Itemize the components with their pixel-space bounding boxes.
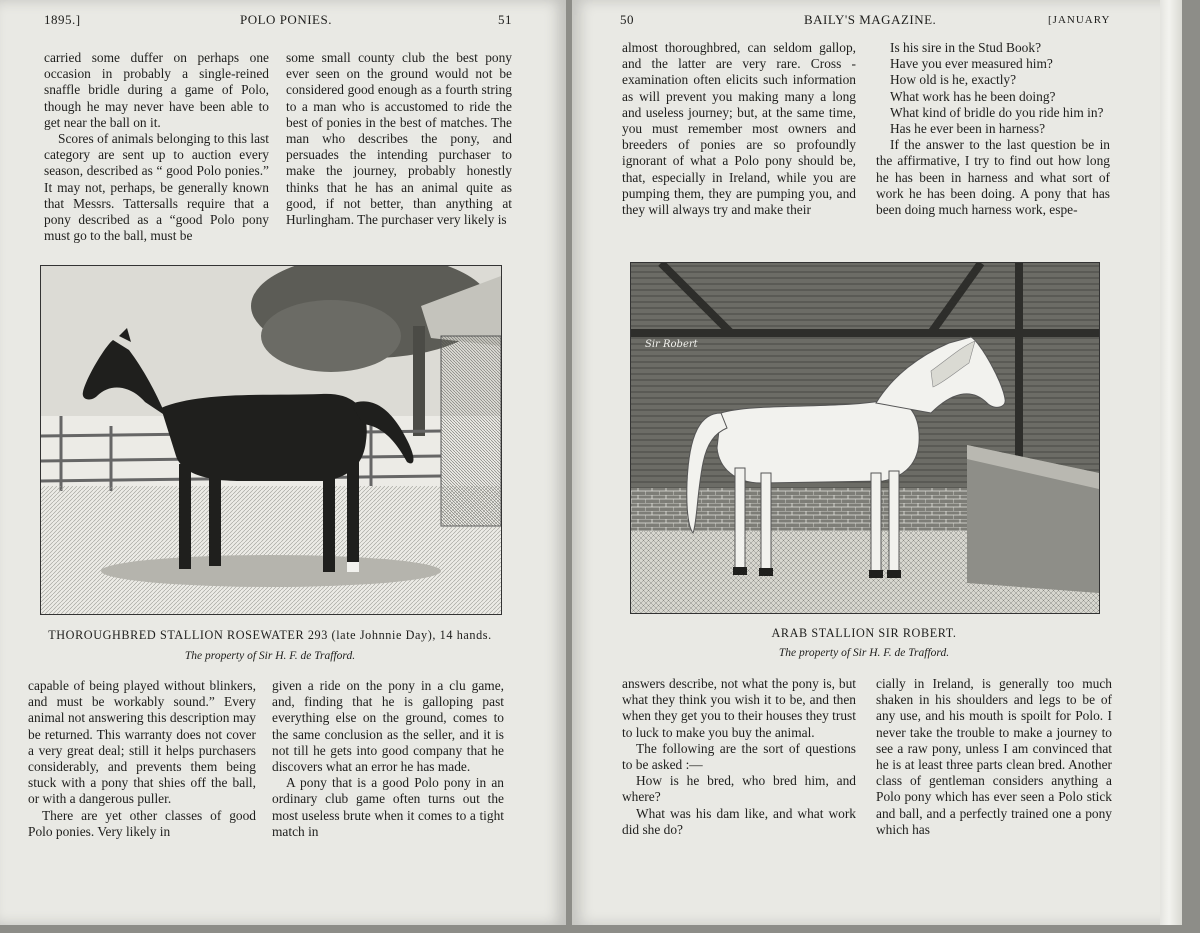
paragraph: Scores of animals belonging to this last category are sent up to auction every season, described as “ good Polo ponies.” It may not, perhaps, be generally known that Messrs. Tattersalls require that a pony described as a “good Polo pony must go to the ball, must be <box>44 131 269 244</box>
column-right-top <box>876 40 1110 218</box>
question: What kind of bridle do you ride him in? <box>890 104 1104 120</box>
paragraph: some small county club the best pony ever seen on the ground would not be considered good enough as a fourth string to a man who is accustomed to ride the best of ponies in the best of matches. The man who describes the pony, and persuades the intending purchaser to make the journey, probably honestly thinks that he has an animal quite as good, if not better, than anything at Hurlingham. The purchaser very likely is <box>286 50 512 228</box>
right-page <box>572 0 1178 925</box>
horse-engraving <box>631 263 1099 613</box>
header-month: [JANUARY <box>1048 14 1111 26</box>
column-right-bottom <box>876 676 1112 838</box>
paragraph: answers describe, not what the pony is, but what they think you wish it to be, and then when they get you to their houses they trust to luck to make you buy the animal. <box>622 676 856 740</box>
running-title: BAILY'S MAGAZINE. <box>804 12 937 27</box>
column-right-bottom <box>272 678 504 840</box>
paragraph: There are yet other classes of good Polo ponies. Very likely in <box>28 807 256 839</box>
paragraph: almost thoroughbred, can seldom gallop, and the latter are very rare. Cross - examination often elicits such information as will prevent you making many a long and useless journey; but, at the same time, you must remember most owners and breeders of ponies are so profoundly ignorant of what a Polo pony should be, that, especially in Ireland, while you are pumping them, they are pumping you, and they will always try and make their <box>622 40 856 218</box>
column-left-bottom <box>28 678 256 840</box>
engraving-sir-robert <box>630 262 1100 614</box>
question: How is he bred, who bred him, and where? <box>622 773 856 805</box>
column-right-top <box>286 50 512 228</box>
header-year: 1895.] <box>44 12 81 27</box>
paragraph: carried some duffer on perhaps one occasion in probably a single-reined snaffle bridle during a game of Polo, though he may never have been able to get near the ball on it. <box>44 50 269 130</box>
column-left-top <box>622 40 856 218</box>
paragraph: If the answer to the last question be in the affirmative, I try to find out how long he has been in harness and what sort of work he has been doing. A pony that has been doing much harness work, espe- <box>876 137 1110 218</box>
question: How old is he, exactly? <box>890 72 1017 88</box>
page-edge <box>1160 0 1182 925</box>
plate-caption: ARAB STALLION SIR ROBERT. <box>771 626 957 640</box>
plate-credit: The property of Sir H. F. de Trafford. <box>184 650 356 662</box>
paragraph: capable of being played without blinkers, and must be workably sound.” Every animal not answering this description may be returned. This warranty does not cover a very great deal; still it helps purchasers considerably, and prevents them being stuck with a pony that shies off the ball, or with a dangerous puller. <box>28 678 256 807</box>
question: Has he ever been in harness? <box>890 121 1046 137</box>
running-title: POLO PONIES. <box>240 12 332 27</box>
column-left-bottom <box>622 676 856 838</box>
column-left-top <box>44 50 269 244</box>
question: Have you ever measured him? <box>890 56 1053 72</box>
question: What work has he been doing? <box>890 88 1056 104</box>
paragraph: given a ride on the pony in a clu game, and, finding that he is galloping past everything else on the ground, comes to the same conclusion as the seller, and it is not till he gets into good company that he discovers what an error he has made. <box>272 678 504 775</box>
left-page <box>0 0 566 925</box>
question: What was his dam like, and what work did she do? <box>622 805 856 837</box>
plate-credit: The property of Sir H. F. de Trafford. <box>778 647 950 659</box>
page-number: 50 <box>620 12 634 27</box>
horse-engraving <box>41 266 501 614</box>
paragraph: cially in Ireland, is generally too much shaken in his shoulders and legs to be of any use, and his mouth is spoilt for Polo. I never take the trouble to make a journey to see a raw pony, unless I am convinced that he is at least three parts clean bred. Another class of gentleman considers anything a Polo pony which has ever seen a Polo stick and ball, and a perfectly trained one a pony which has <box>876 676 1112 837</box>
page-number: 51 <box>498 12 512 27</box>
paragraph: The following are the sort of questions to be asked :— <box>622 740 856 773</box>
question: Is his sire in the Stud Book? <box>890 40 1042 55</box>
plate-caption: THOROUGHBRED STALLION ROSEWATER 293 (late Johnnie Day), 14 hands. <box>48 628 492 642</box>
plate-label: Sir Robert <box>645 339 698 350</box>
engraving-rosewater <box>40 265 502 615</box>
paragraph: A pony that is a good Polo pony in an ordinary club game often turns out the most useless brute when it comes to a tight match in <box>272 775 504 839</box>
